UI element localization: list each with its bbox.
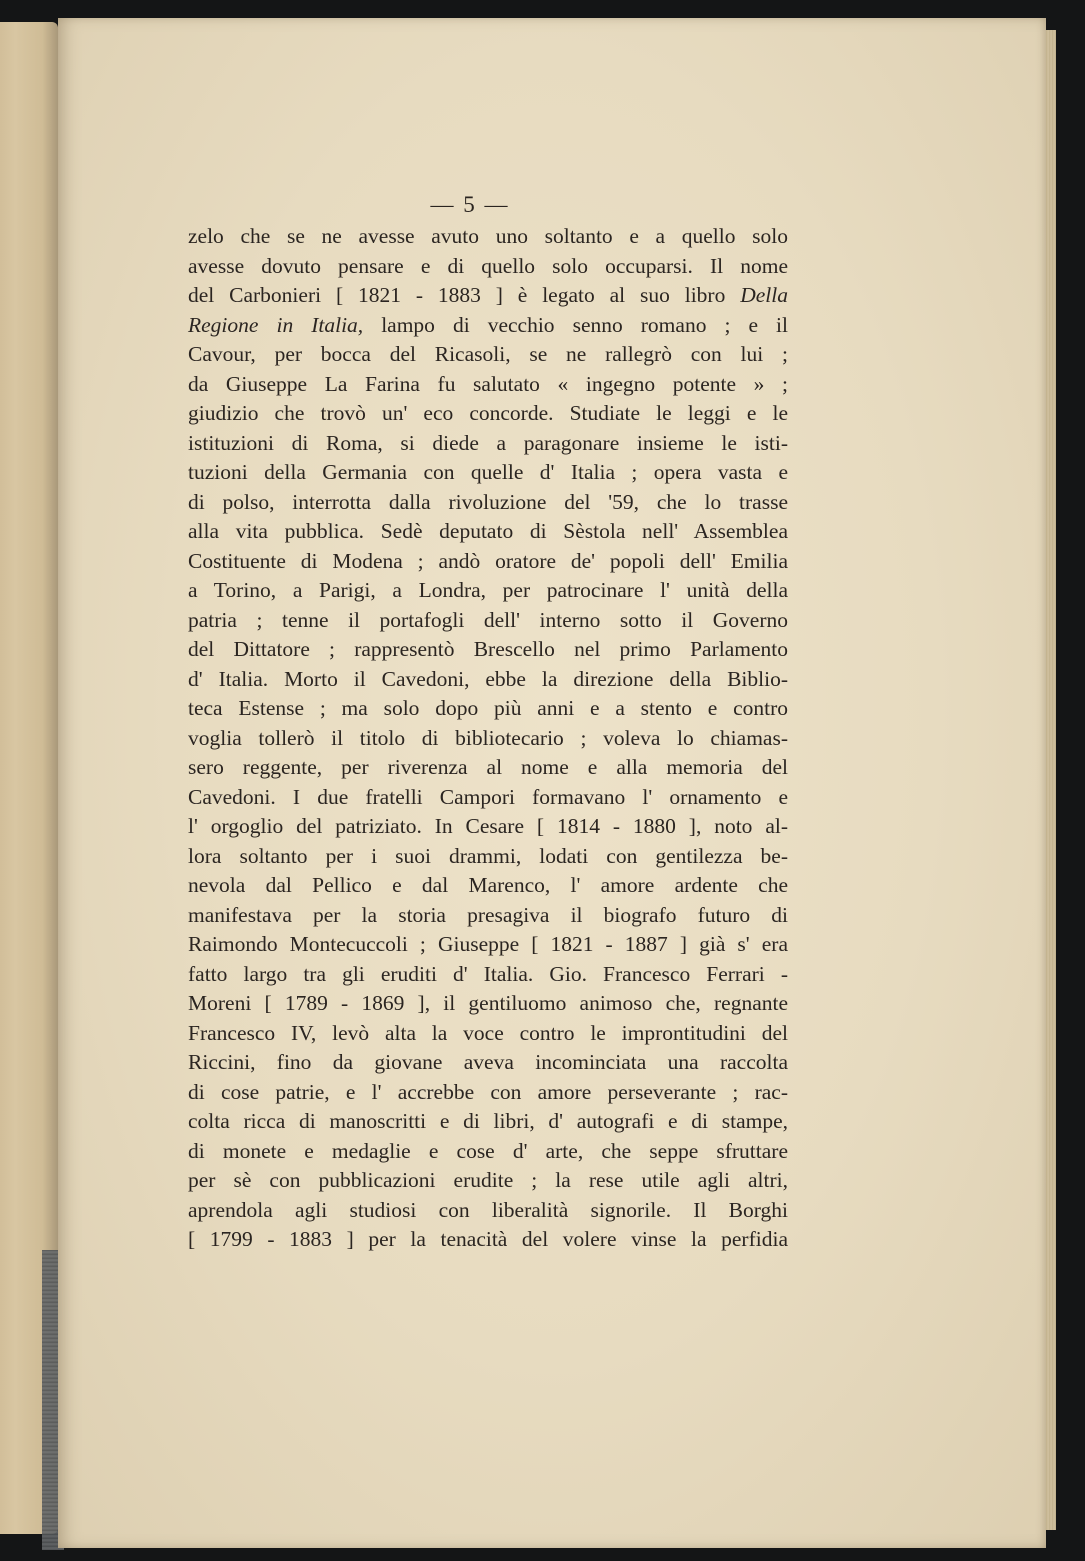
text-line: aprendola agli studiosi con liberalità signorile. Il Borghi — [188, 1197, 788, 1222]
text-line: di polso, interrotta dalla rivoluzione del '59, che lo trasse — [188, 489, 788, 514]
text-run: del Carbonieri [ 1821 - 1883 ] è legato al suo libro — [188, 283, 741, 307]
text-line: Riccini, fino da giovane aveva incominciata una raccolta — [188, 1050, 788, 1074]
text-line: l' orgoglio del patriziato. In Cesare [ 1814 - 1880 ], noto al- — [188, 814, 788, 838]
text-line: da Giuseppe La Farina fu salutato « ingegno potente » ; — [188, 371, 788, 396]
text-line: Costituente di Modena ; andò oratore de' popoli dell' Emilia — [188, 548, 788, 573]
text-line: alla vita pubblica. Sedè deputato di Sèstola nell' Assemblea — [188, 519, 788, 543]
text-line: nevola dal Pellico e dal Marenco, l' amore ardente che — [188, 873, 788, 897]
text-line: patria ; tenne il portafogli dell' interno sotto il Governo — [188, 607, 788, 632]
text-line: [ 1799 - 1883 ] per la tenacità del volere vinse la perfidia — [188, 1227, 788, 1251]
text-line: Moreni [ 1789 - 1869 ], il gentiluomo animoso che, regnante — [188, 991, 788, 1015]
text-line: Cavour, per bocca del Ricasoli, se ne rallegrò con lui ; — [188, 342, 788, 366]
body-text — [188, 222, 788, 1255]
text-run: lampo di vecchio senno romano ; e il — [363, 312, 788, 337]
text-line: voglia tollerò il titolo di bibliotecario ; voleva lo chiamas- — [188, 725, 788, 750]
book-title-italic: Regione in Italia, — [188, 312, 364, 337]
text-line: Raimondo Montecuccoli ; Giuseppe [ 1821 - 1887 ] già s' era — [188, 932, 788, 956]
page-number: — 5 — — [430, 192, 510, 217]
text-line: di cose patrie, e l' accrebbe con amore perseverante ; rac- — [188, 1079, 788, 1104]
text-line: giudizio che trovò un' eco concorde. Studiate le leggi e le — [188, 401, 788, 425]
book-title-italic: Della — [740, 283, 788, 307]
text-line — [188, 311, 788, 341]
text-line: di monete e medaglie e cose d' arte, che seppe sfruttare — [188, 1138, 788, 1163]
text-line: per sè con pubblicazioni erudite ; la rese utile agli altri, — [188, 1168, 788, 1192]
text-line — [188, 281, 788, 311]
text-line: istituzioni di Roma, si diede a paragonare insieme le isti- — [188, 430, 788, 455]
text-line: colta ricca di manoscritti e di libri, d' autografi e di stampe, — [188, 1109, 788, 1133]
text-line: d' Italia. Morto il Cavedoni, ebbe la direzione della Biblio- — [188, 666, 788, 691]
text-line: tuzioni della Germania con quelle d' Italia ; opera vasta e — [188, 460, 788, 484]
text-line: teca Estense ; ma solo dopo più anni e a stento e contro — [188, 696, 788, 720]
text-line: manifestava per la storia presagiva il biografo futuro di — [188, 902, 788, 927]
text-line: del Dittatore ; rappresentò Brescello nel primo Parlamento — [188, 637, 788, 661]
text-line: Francesco IV, levò alta la voce contro le improntitudini del — [188, 1020, 788, 1045]
text-line: lora soltanto per i suoi drammi, lodati con gentilezza be- — [188, 843, 788, 868]
text-line: zelo che se ne avesse avuto uno soltanto e a quello solo — [188, 224, 788, 248]
text-line: a Torino, a Parigi, a Londra, per patrocinare l' unità della — [188, 578, 788, 602]
text-line: Cavedoni. I due fratelli Campori formavano l' ornamento e — [188, 784, 788, 809]
text-line: avesse dovuto pensare e di quello solo occuparsi. Il nome — [188, 253, 788, 278]
text-line: sero reggente, per riverenza al nome e alla memoria del — [188, 755, 788, 779]
text-line: fatto largo tra gli eruditi d' Italia. Gio. Francesco Ferrari - — [188, 961, 788, 986]
